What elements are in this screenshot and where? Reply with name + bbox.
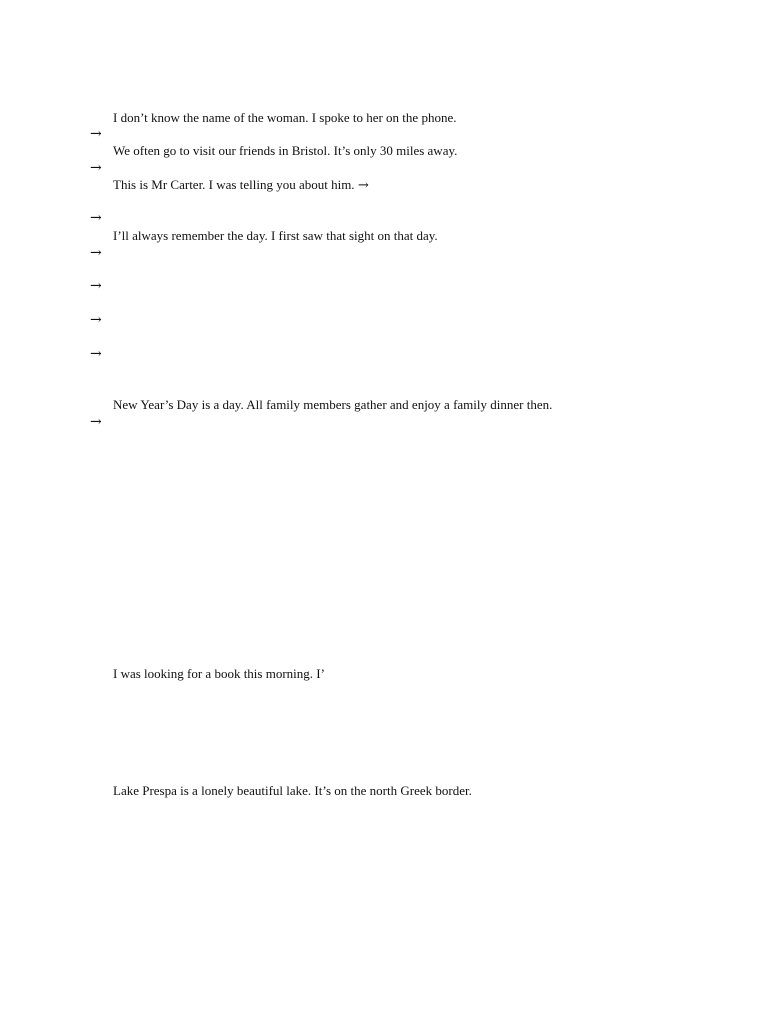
sentence-3: This is Mr Carter. I was telling you about him. [113, 177, 355, 192]
arrow-7: → [90, 346, 102, 362]
arrow-6: → [90, 312, 102, 328]
sentence-6: I was looking for a book this morning. I’ [113, 666, 325, 681]
sentence-5: New Year’s Day is a day. All family members gather and enjoy a family dinner then. [113, 397, 553, 412]
sentence-7: Lake Prespa is a lonely beautiful lake. It’s on the north Greek border. [113, 783, 472, 798]
arrow-8: → [90, 414, 102, 430]
sentence-1: I don’t know the name of the woman. I spoke to her on the phone. [113, 110, 457, 125]
sentence-3-line [113, 177, 369, 194]
arrow-3b: → [90, 210, 102, 226]
arrow-5: → [90, 278, 102, 294]
arrow-4: → [90, 245, 102, 261]
sentence-2: We often go to visit our friends in Bristol. It’s only 30 miles away. [113, 143, 458, 158]
arrow-2: → [90, 160, 102, 176]
sentence-4: I’ll always remember the day. I first saw that sight on that day. [113, 228, 438, 243]
arrow-1: → [90, 126, 102, 142]
inline-arrow-3: → [357, 178, 369, 193]
